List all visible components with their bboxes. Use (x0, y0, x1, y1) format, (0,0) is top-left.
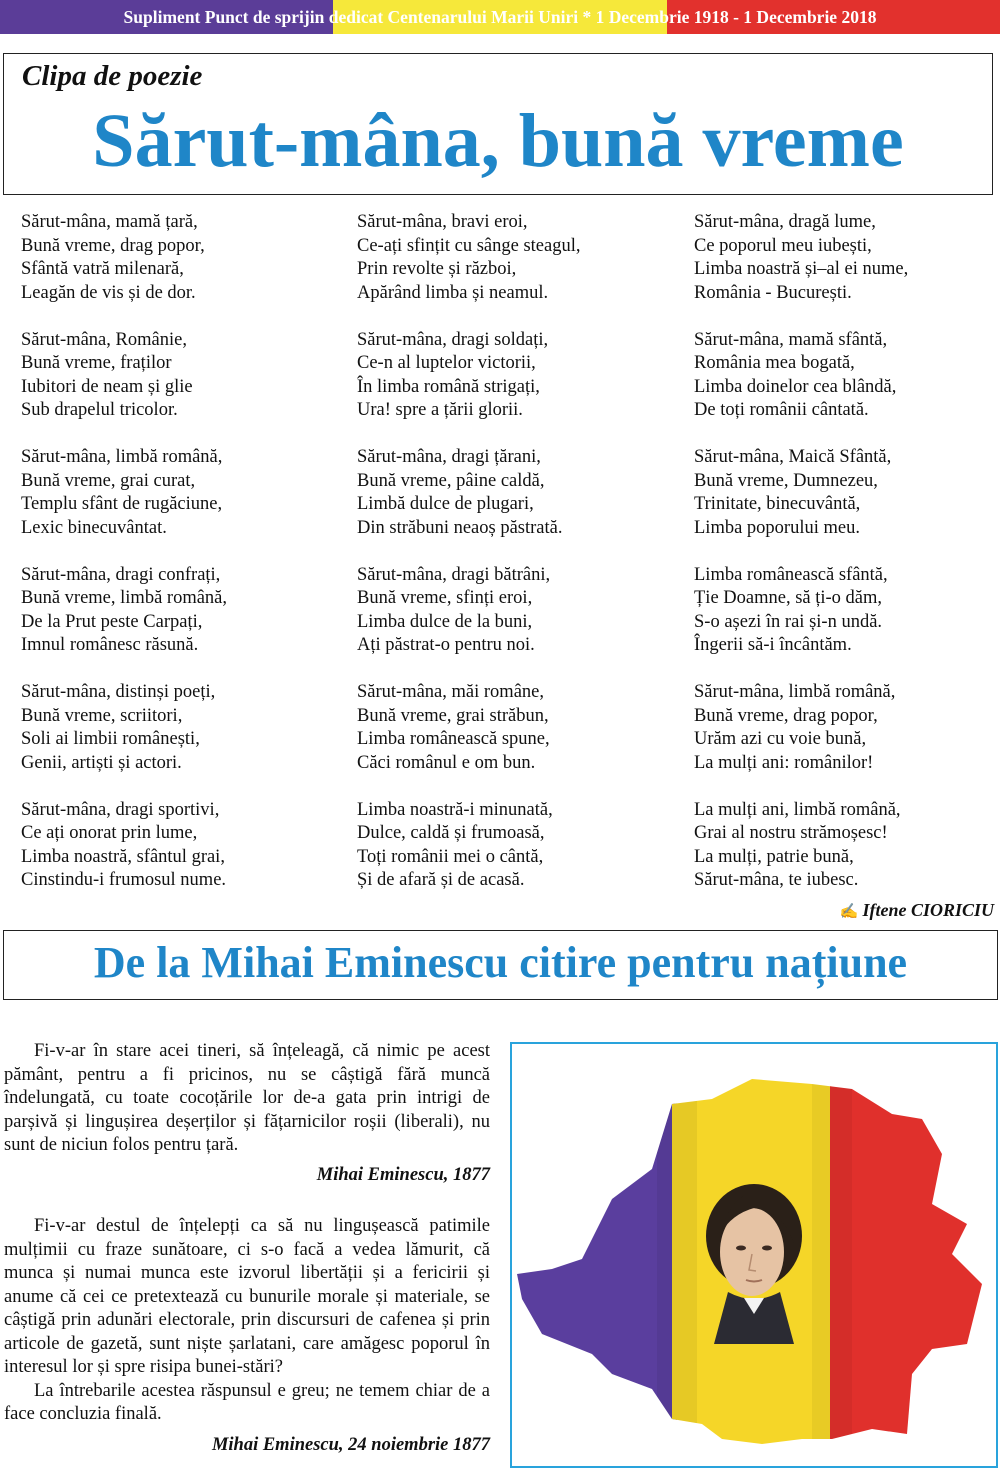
poem-stanza (21, 799, 341, 893)
poem-stanza (357, 211, 677, 305)
poem-stanza (694, 211, 1000, 305)
poem-line: Bună vreme, drag popor, (21, 235, 205, 256)
poem-line: Sărut-mâna, distinși poeți, (21, 682, 216, 702)
poem-line: Ce ați onorat prin lume, (21, 823, 198, 843)
poem-line: Genii, artiști și actori. (21, 752, 182, 773)
poem-line: Și de afară și de acasă. (357, 870, 525, 890)
section-title: De la Mihai Eminescu citire pentru națiune (93, 938, 908, 987)
poem-line: Sărut-mâna, limbă română, (694, 682, 896, 702)
poem-line: Cinstindu-i frumosul nume. (21, 870, 227, 890)
quote-1-text: Fi-v-ar în stare acei tineri, să înțeleagă, că nimic pe acest pământ, pentru a fi pricinos, nu se câștigă fără muncă îndelungată, cu toate cocoțările lor de-a gata prin intrigi de parșivă și lingușirea deșerților și fățarnicilor roșii (liberali), nu sunt de niciun folos pentru țară. (4, 1041, 490, 1155)
poem-line: Trinitate, binecuvântă, (694, 494, 861, 514)
eminescu-flag-map-image (510, 1042, 998, 1468)
poem-line: Ce poporul meu iubești, (694, 235, 872, 256)
top-banner (0, 0, 1000, 34)
poem-line: Templu sfânt de rugăciune, (21, 494, 223, 514)
poem-line: La mulți, patrie bună, (694, 846, 854, 867)
poem-line: Limba doinelor cea blândă, (694, 376, 897, 397)
poem-line: Iubitori de neam și glie (21, 376, 193, 397)
poem-line: Prin revolte și război, (357, 259, 517, 279)
banner-text: Supliment Punct de sprijin dedicat Centenarului Marii Uniri * 1 Decembrie 1918 - 1 Decembrie 2018 (123, 7, 877, 27)
poem-line: Sărut-mâna, bravi eroi, (357, 212, 528, 232)
poem-line: Limbă dulce de plugari, (357, 494, 534, 514)
poem-stanza (357, 329, 677, 423)
poem-line: Bună vreme, sfinți eroi, (357, 588, 533, 608)
poem-line: Urăm azi cu voie bună, (694, 729, 867, 749)
poem-line: Dulce, caldă și frumoasă, (357, 823, 545, 843)
poem-line: Sărut-mâna, dragi bătrâni, (357, 564, 551, 585)
poem-line: Sărut-mâna, măi române, (357, 682, 544, 702)
poem-line: Căci românul e om bun. (357, 752, 536, 773)
poem-line: Sărut-mâna, dragi confrați, (21, 564, 221, 585)
quote-2-text: Fi-v-ar destul de înțelepți ca să nu lingușească patimile mulțimii cu fraze sunătoare, ci s-o facă a vedea lămurit, că munca și numai munca este izvorul libertății și a fericirii și anume că cei ce pretextează cu bunurile morale și materiale, se câștigă prin adunări electorale, prin discursuri de cafenea și prin articole de gazetă, sunt niște șarlatani, care amăgesc poporul în interesul lor și spre risipa bunei-stări? (4, 1216, 490, 1377)
poem-line: Limba poporului meu. (694, 517, 860, 538)
poem-line: Limba noastră, sfântul grai, (21, 846, 225, 867)
poem-line: Sărut-mâna, limbă română, (21, 447, 223, 467)
poem-line: Apărând limba și neamul. (357, 282, 549, 303)
poem-line: Ați păstrat-o pentru noi. (357, 635, 535, 655)
flag-blue-band (512, 1044, 677, 1466)
poem-line: Bună vreme, limbă română, (21, 588, 228, 608)
poem-line: Ura! spre a țării glorii. (357, 400, 523, 420)
poem-column-1 (21, 211, 341, 916)
poem-stanza (694, 329, 1000, 423)
poem-line: Bună vreme, grai curat, (21, 470, 196, 491)
poem-line: Toți românii mei o cântă, (357, 846, 544, 867)
poem-line: Sărut-mâna, dragi sportivi, (21, 799, 220, 820)
poem-stanza (21, 564, 341, 658)
poem-column-3 (694, 211, 1000, 916)
poem-stanza (21, 329, 341, 423)
poem-line: Limba noastră-i minunată, (357, 799, 553, 820)
poem-stanza (357, 564, 677, 658)
poem-line: Ce-n al luptelor victorii, (357, 353, 536, 373)
poem-stanza (357, 681, 677, 775)
poem-stanza (694, 564, 1000, 658)
poem-column-2 (357, 211, 677, 916)
poem-line: Sărut-mâna, dragi soldați, (357, 329, 549, 350)
poem-line: Bună vreme, drag popor, (694, 705, 878, 726)
poem-line: Ce-ați sfințit cu sânge steagul, (357, 235, 581, 256)
quote-1 (4, 1040, 490, 1158)
quote-2-text-continued: La întrebarile acestea răspunsul e greu; ne temem chiar de a face concluzia finală. (4, 1380, 490, 1424)
poem-line: De la Prut peste Carpați, (21, 611, 203, 632)
poem-line: România mea bogată, (694, 353, 855, 373)
poem-line: Bună vreme, Dumnezeu, (694, 470, 878, 491)
poem-line: Limba noastră și–al ei nume, (694, 259, 909, 279)
poem-line: Sfântă vatră milenară, (21, 259, 184, 279)
poem-line: Soli ai limbii românești, (21, 729, 200, 749)
poem-title: Sărut-mâna, bună vreme (92, 99, 904, 183)
poem-stanza (694, 799, 1000, 893)
poem-line: Bună vreme, grai străbun, (357, 705, 549, 726)
poem-line: Grai al nostru strămoșesc! (694, 823, 888, 843)
poem-line: Imnul românesc răsună. (21, 635, 199, 655)
poem-stanza (21, 681, 341, 775)
poem-line: S-o așezi în rai și-n undă. (694, 611, 883, 632)
poem-line: Sub drapelul tricolor. (21, 400, 178, 420)
poem-line: De toți românii cântată. (694, 400, 869, 420)
quote-1-signature: Mihai Eminescu, 1877 (316, 1165, 490, 1185)
poem-line: Sărut-mâna, mamă țară, (21, 212, 198, 232)
romania-flag-map (512, 1044, 996, 1466)
poem-line: Sărut-mâna, te iubesc. (694, 870, 859, 890)
poem-line: Bună vreme, pâine caldă, (357, 470, 545, 491)
poem-line: România - București. (694, 282, 852, 303)
poem-stanza (357, 799, 677, 893)
poem-author-name: Iftene CIORICIU (862, 900, 994, 920)
poem-line: Îngerii să-i încântăm. (694, 635, 852, 655)
pen-icon: ✍ (839, 904, 859, 920)
flag-red-band (830, 1044, 996, 1466)
poem-line: Ție Doamne, să ți-o dăm, (694, 588, 883, 608)
poem-stanza (357, 446, 677, 540)
poem-line: Din străbuni neaoș păstrată. (357, 517, 563, 538)
quote-2-signature: Mihai Eminescu, 24 noiembrie 1877 (211, 1435, 490, 1455)
poem-stanza (694, 681, 1000, 775)
poem-line: Bună vreme, scriitori, (21, 705, 183, 726)
poem-line: Sărut-mâna, dragă lume, (694, 212, 876, 232)
poem-header-box (3, 53, 993, 195)
poem-line: Leagăn de vis și de dor. (21, 282, 196, 303)
poem-line: În limba română strigați, (357, 376, 540, 397)
section-header-box (3, 930, 998, 1000)
poem-line: Sărut-mâna, mamă sfântă, (694, 329, 888, 350)
poem-line: La mulți ani: românilor! (694, 752, 874, 773)
poem-line: Sărut-mâna, dragi țărani, (357, 447, 541, 467)
poem-line: Bună vreme, fraților (21, 353, 172, 373)
poem-stanza (21, 446, 341, 540)
poem-author (840, 900, 994, 921)
poem-line: Lexic binecuvântat. (21, 517, 167, 538)
quote-2 (4, 1215, 490, 1427)
poem-stanza (21, 211, 341, 305)
poem-line: La mulți ani, limbă română, (694, 799, 901, 820)
poem-line: Limba românească sfântă, (694, 564, 888, 585)
poem-kicker: Clipa de poezie (22, 60, 203, 92)
poem-line: Limba românească spune, (357, 729, 550, 749)
poem-line: Limba dulce de la buni, (357, 611, 533, 632)
poem-stanza (694, 446, 1000, 540)
poem-line: Sărut-mâna, Maică Sfântă, (694, 447, 892, 467)
poem-line: Sărut-mâna, Românie, (21, 329, 187, 350)
